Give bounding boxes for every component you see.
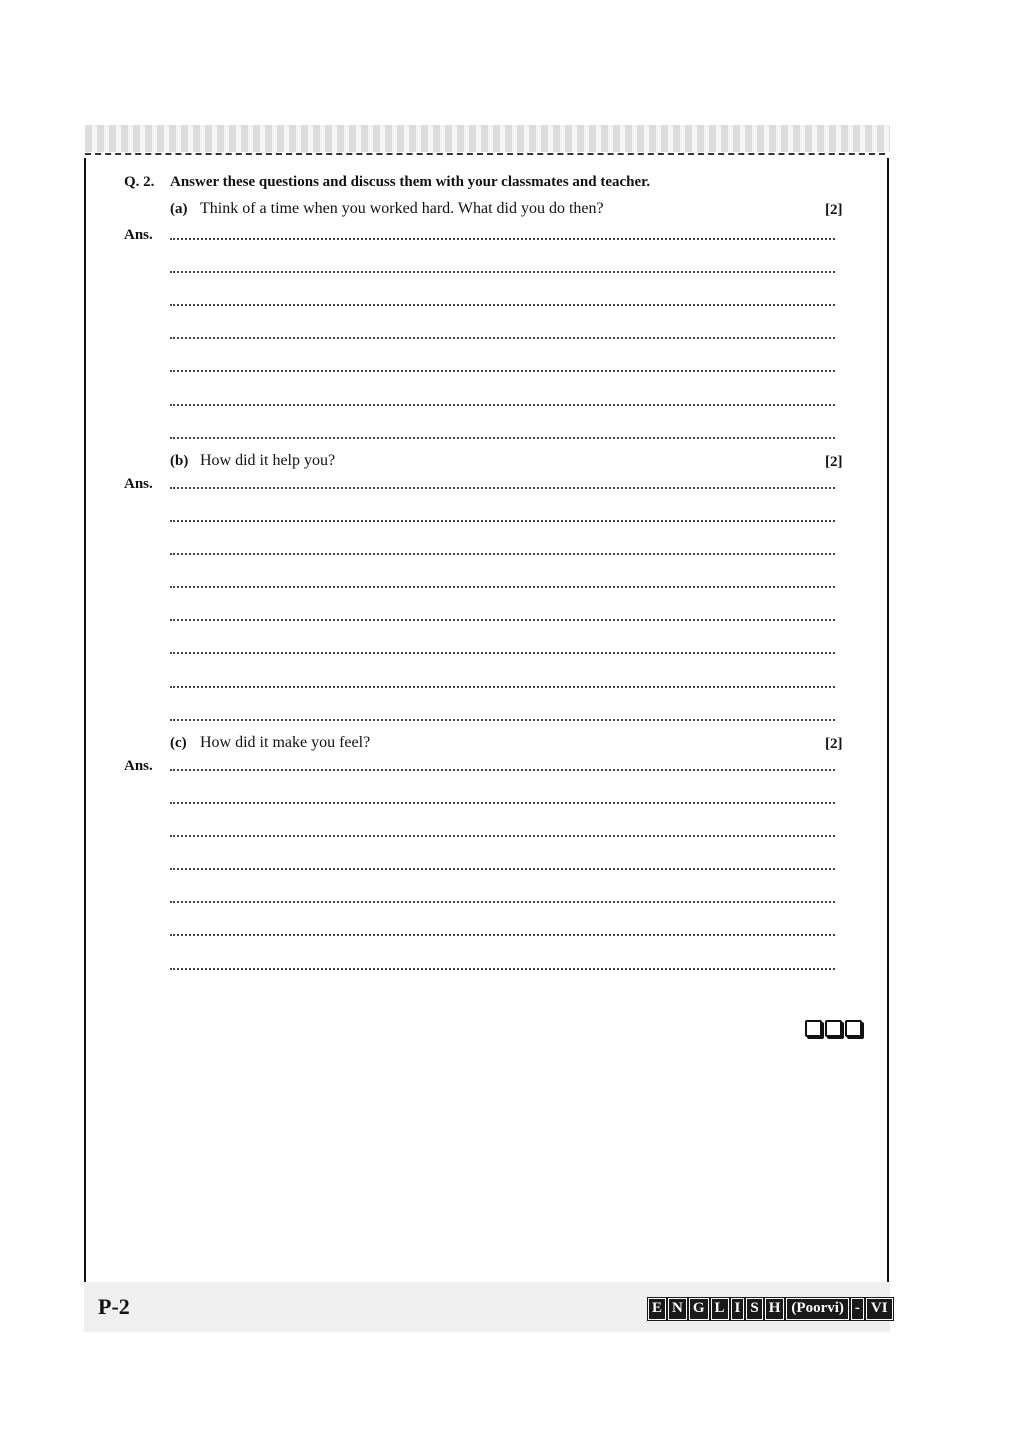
page-frame-right [887, 158, 889, 1282]
square-icon [805, 1020, 822, 1037]
answer-line[interactable] [170, 802, 835, 804]
square-icon [845, 1020, 862, 1037]
answer-line[interactable] [170, 769, 835, 771]
answer-line[interactable] [170, 437, 835, 439]
answer-line[interactable] [170, 652, 835, 654]
part-c-question: How did it make you feel? [200, 734, 371, 751]
subject-grade: VI [866, 1298, 893, 1320]
subject-letter: H [765, 1298, 785, 1320]
answer-line[interactable] [170, 553, 835, 555]
subject-letter: L [711, 1298, 729, 1320]
part-b-label: (b) [170, 453, 189, 469]
subject-dash: - [851, 1298, 864, 1320]
answer-line[interactable] [170, 520, 835, 522]
header-divider [85, 153, 885, 155]
subject-letter: N [668, 1298, 687, 1320]
part-c-label: (c) [170, 735, 187, 751]
answer-line[interactable] [170, 719, 835, 721]
answer-line[interactable] [170, 835, 835, 837]
answer-line[interactable] [170, 337, 835, 339]
subject-letter: E [648, 1298, 666, 1320]
answer-line[interactable] [170, 487, 835, 489]
answer-line[interactable] [170, 934, 835, 936]
question-number: Q. 2. [124, 174, 155, 190]
page-frame-left [84, 158, 86, 1282]
end-of-section-marks [805, 1020, 862, 1037]
answer-line[interactable] [170, 271, 835, 273]
page-number: P-2 [98, 1294, 130, 1319]
subject-letter: I [731, 1298, 745, 1320]
part-b-marks: [2] [825, 454, 843, 470]
part-b-ans-label: Ans. [124, 476, 153, 492]
answer-line[interactable] [170, 238, 835, 240]
answer-line[interactable] [170, 404, 835, 406]
answer-line[interactable] [170, 901, 835, 903]
part-b-question: How did it help you? [200, 452, 336, 469]
square-icon [825, 1020, 842, 1037]
subject-letter: G [689, 1298, 709, 1320]
subject-series: (Poorvi) [786, 1298, 848, 1320]
part-a-label: (a) [170, 201, 188, 217]
part-a-question: Think of a time when you worked hard. What did you do then? [200, 200, 604, 217]
answer-line[interactable] [170, 619, 835, 621]
answer-line[interactable] [170, 586, 835, 588]
answer-line[interactable] [170, 968, 835, 970]
subject-letter: S [746, 1298, 762, 1320]
part-a-ans-label: Ans. [124, 227, 153, 243]
subject-banner [648, 1298, 893, 1320]
header-stripe [85, 125, 890, 152]
answer-line[interactable] [170, 686, 835, 688]
part-c-marks: [2] [825, 736, 843, 752]
part-c-ans-label: Ans. [124, 758, 153, 774]
answer-line[interactable] [170, 370, 835, 372]
question-text: Answer these questions and discuss them with your classmates and teacher. [170, 174, 651, 190]
answer-line[interactable] [170, 868, 835, 870]
part-a-marks: [2] [825, 202, 843, 218]
answer-line[interactable] [170, 304, 835, 306]
